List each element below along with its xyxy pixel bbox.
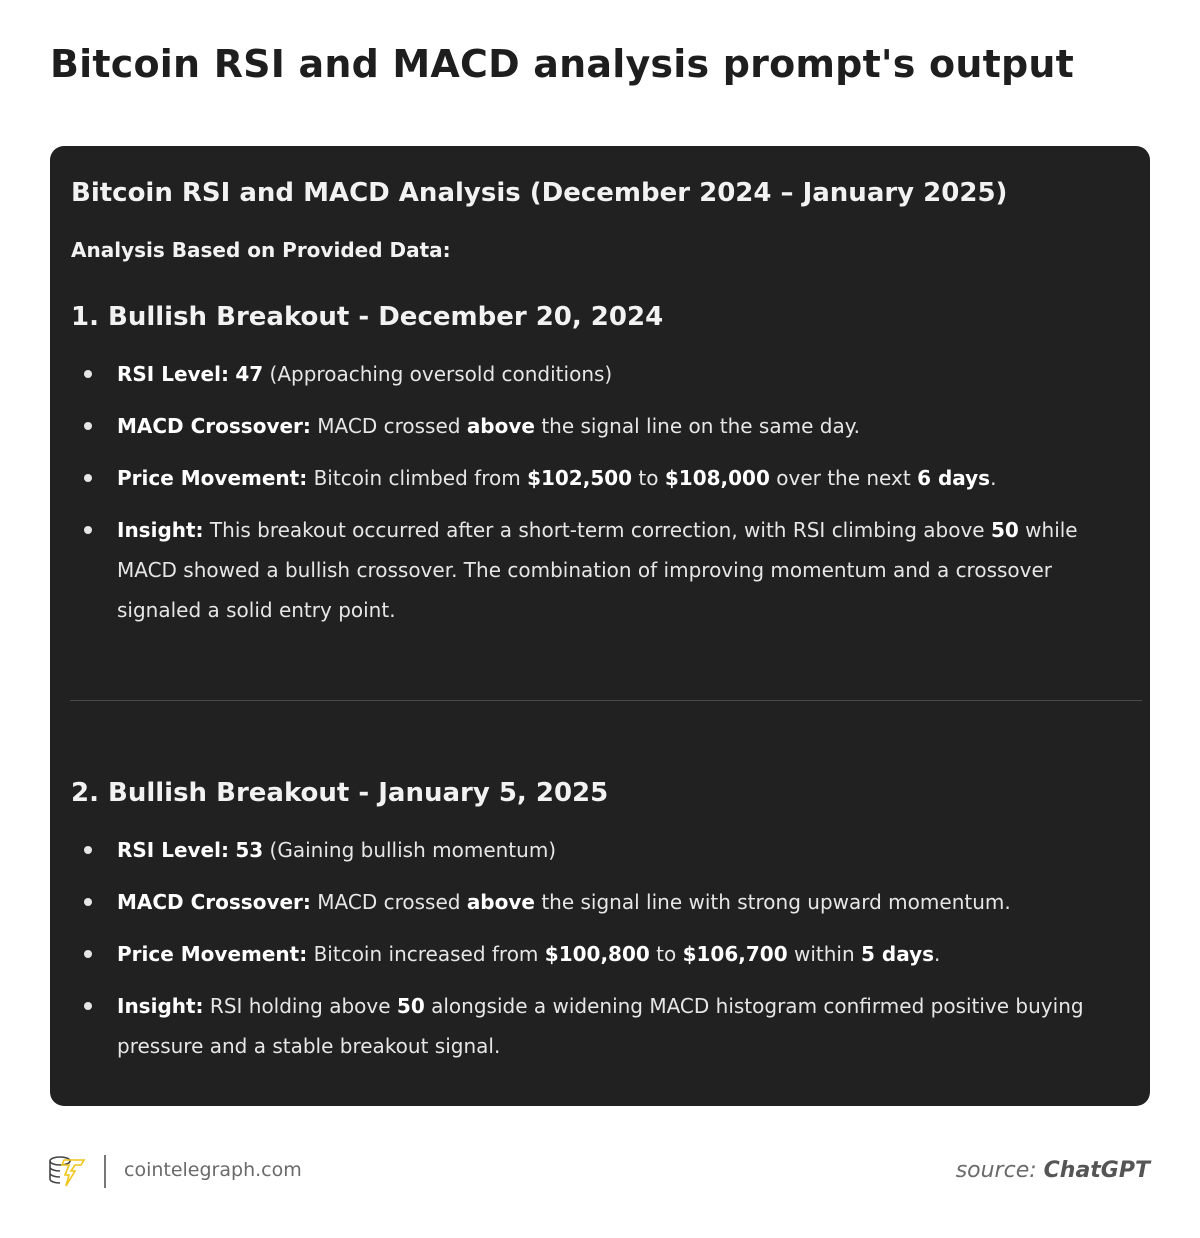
source-label: source: <box>955 1158 1037 1183</box>
bullet-label: RSI Level: <box>117 362 229 386</box>
bullet-label: Price Movement: <box>117 942 308 966</box>
bullet-text: the signal line with strong upward momentum. <box>534 890 1011 914</box>
bullet-label: RSI Level: <box>117 838 229 862</box>
bullet-item <box>71 882 1111 922</box>
bullet-emphasis: 50 <box>396 994 425 1018</box>
bullet-emphasis: 47 <box>235 362 264 386</box>
footer-source <box>956 1158 1150 1183</box>
bullet-item <box>71 406 1111 446</box>
bullet-text: (Gaining bullish momentum) <box>263 838 557 862</box>
bullet-emphasis: 50 <box>990 518 1019 542</box>
page-title: Bitcoin RSI and MACD analysis prompt's output <box>50 42 1074 86</box>
bullet-emphasis: $106,700 <box>682 942 788 966</box>
cointelegraph-logo-icon <box>48 1154 88 1188</box>
bullet-label: MACD Crossover: <box>117 890 311 914</box>
bullet-text: the signal line on the same day. <box>534 414 861 438</box>
bullet-label: Insight: <box>117 518 204 542</box>
bullet-text: MACD crossed <box>310 414 467 438</box>
analysis-title: Bitcoin RSI and MACD Analysis (December 2024 – January 2025) <box>71 178 1008 208</box>
bullet-text: RSI holding above <box>203 994 397 1018</box>
analysis-subtitle: Analysis Based on Provided Data: <box>71 238 451 262</box>
divider <box>70 700 1142 701</box>
bullet-emphasis: $108,000 <box>664 466 770 490</box>
bullet-text: within <box>787 942 861 966</box>
bullet-text: MACD crossed <box>310 890 467 914</box>
bullet-emphasis: 6 days <box>917 466 991 490</box>
source-value: ChatGPT <box>1043 1158 1150 1183</box>
footer-separator <box>104 1155 106 1188</box>
bullet-label: MACD Crossover: <box>117 414 311 438</box>
bullet-item <box>71 354 1111 394</box>
bullet-item <box>71 934 1111 974</box>
chat-output-card <box>50 146 1150 1106</box>
bullet-label: Price Movement: <box>117 466 308 490</box>
bullet-label: Insight: <box>117 994 204 1018</box>
footer-site-link[interactable]: cointelegraph.com <box>124 1159 302 1181</box>
bullet-item <box>71 458 1111 498</box>
bullet-emphasis: $100,800 <box>544 942 650 966</box>
bullet-text: over the next <box>769 466 918 490</box>
bullet-text: to <box>632 466 665 490</box>
bullet-emphasis: above <box>466 414 535 438</box>
bullet-text: This breakout occurred after a short-term correction, with RSI climbing above <box>203 518 991 542</box>
section-list-2 <box>71 830 1111 1078</box>
bullet-text: . <box>934 942 941 966</box>
bullet-item <box>71 510 1111 630</box>
bullet-text: to <box>649 942 683 966</box>
bullet-item <box>71 830 1111 870</box>
section-heading-2: 2. Bullish Breakout - January 5, 2025 <box>71 778 609 808</box>
section-list-1 <box>71 354 1111 642</box>
bullet-emphasis: 5 days <box>861 942 935 966</box>
bullet-text: while MACD showed a bullish crossover. The combination of improving momentum and a crossover signaled a solid entry point. <box>117 518 1078 622</box>
section-heading-1: 1. Bullish Breakout - December 20, 2024 <box>71 302 664 332</box>
bullet-emphasis: 53 <box>235 838 264 862</box>
bullet-emphasis: above <box>466 890 535 914</box>
bullet-text: . <box>990 466 997 490</box>
bullet-item <box>71 986 1111 1066</box>
bullet-text: alongside a widening MACD histogram confirmed positive buying pressure and a stable breakout signal. <box>117 994 1084 1058</box>
bullet-text: Bitcoin increased from <box>307 942 545 966</box>
bullet-text: (Approaching oversold conditions) <box>263 362 613 386</box>
bullet-text: Bitcoin climbed from <box>307 466 528 490</box>
bullet-emphasis: $102,500 <box>527 466 633 490</box>
